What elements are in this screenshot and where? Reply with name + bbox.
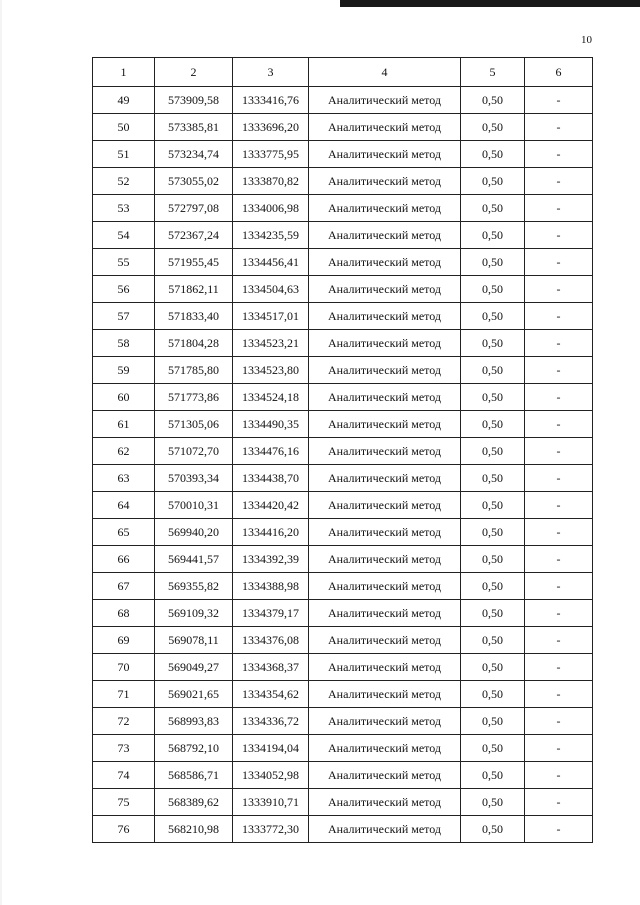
- note-cell: -: [525, 708, 593, 735]
- note-cell: -: [525, 330, 593, 357]
- accuracy-cell: 0,50: [461, 330, 525, 357]
- method-cell: Аналитический метод: [309, 222, 461, 249]
- note-cell: -: [525, 735, 593, 762]
- y-coordinate-cell: 1334354,62: [233, 681, 309, 708]
- point-number-cell: 55: [93, 249, 155, 276]
- y-coordinate-cell: 1334504,63: [233, 276, 309, 303]
- x-coordinate-cell: 572367,24: [155, 222, 233, 249]
- accuracy-cell: 0,50: [461, 627, 525, 654]
- table-row: [93, 600, 593, 627]
- x-coordinate-cell: 573385,81: [155, 114, 233, 141]
- method-cell: Аналитический метод: [309, 87, 461, 114]
- note-cell: -: [525, 519, 593, 546]
- method-cell: Аналитический метод: [309, 546, 461, 573]
- x-coordinate-cell: 569940,20: [155, 519, 233, 546]
- y-coordinate-cell: 1334416,20: [233, 519, 309, 546]
- y-coordinate-cell: 1334438,70: [233, 465, 309, 492]
- note-cell: -: [525, 276, 593, 303]
- point-number-cell: 75: [93, 789, 155, 816]
- note-cell: -: [525, 492, 593, 519]
- note-cell: -: [525, 627, 593, 654]
- column-header: 6: [525, 58, 593, 87]
- column-header: 5: [461, 58, 525, 87]
- y-coordinate-cell: 1334336,72: [233, 708, 309, 735]
- accuracy-cell: 0,50: [461, 816, 525, 843]
- method-cell: Аналитический метод: [309, 276, 461, 303]
- x-coordinate-cell: 571833,40: [155, 303, 233, 330]
- method-cell: Аналитический метод: [309, 573, 461, 600]
- note-cell: -: [525, 573, 593, 600]
- note-cell: -: [525, 411, 593, 438]
- x-coordinate-cell: 569109,32: [155, 600, 233, 627]
- x-coordinate-cell: 573234,74: [155, 141, 233, 168]
- accuracy-cell: 0,50: [461, 303, 525, 330]
- point-number-cell: 69: [93, 627, 155, 654]
- table-row: [93, 384, 593, 411]
- scan-edge: [0, 0, 2, 905]
- point-number-cell: 68: [93, 600, 155, 627]
- x-coordinate-cell: 569049,27: [155, 654, 233, 681]
- header-row: [93, 58, 593, 87]
- x-coordinate-cell: 571862,11: [155, 276, 233, 303]
- point-number-cell: 52: [93, 168, 155, 195]
- x-coordinate-cell: 571072,70: [155, 438, 233, 465]
- method-cell: Аналитический метод: [309, 816, 461, 843]
- accuracy-cell: 0,50: [461, 114, 525, 141]
- x-coordinate-cell: 573055,02: [155, 168, 233, 195]
- y-coordinate-cell: 1334376,08: [233, 627, 309, 654]
- note-cell: -: [525, 303, 593, 330]
- table-row: [93, 357, 593, 384]
- y-coordinate-cell: 1334194,04: [233, 735, 309, 762]
- table-row: [93, 465, 593, 492]
- y-coordinate-cell: 1333910,71: [233, 789, 309, 816]
- accuracy-cell: 0,50: [461, 249, 525, 276]
- point-number-cell: 67: [93, 573, 155, 600]
- method-cell: Аналитический метод: [309, 654, 461, 681]
- point-number-cell: 53: [93, 195, 155, 222]
- method-cell: Аналитический метод: [309, 411, 461, 438]
- accuracy-cell: 0,50: [461, 573, 525, 600]
- accuracy-cell: 0,50: [461, 681, 525, 708]
- table-row: [93, 222, 593, 249]
- accuracy-cell: 0,50: [461, 357, 525, 384]
- x-coordinate-cell: 568389,62: [155, 789, 233, 816]
- y-coordinate-cell: 1333416,76: [233, 87, 309, 114]
- accuracy-cell: 0,50: [461, 411, 525, 438]
- point-number-cell: 66: [93, 546, 155, 573]
- accuracy-cell: 0,50: [461, 87, 525, 114]
- accuracy-cell: 0,50: [461, 519, 525, 546]
- note-cell: -: [525, 357, 593, 384]
- table-row: [93, 87, 593, 114]
- note-cell: -: [525, 87, 593, 114]
- note-cell: -: [525, 600, 593, 627]
- method-cell: Аналитический метод: [309, 519, 461, 546]
- table-row: [93, 762, 593, 789]
- y-coordinate-cell: 1334368,37: [233, 654, 309, 681]
- note-cell: -: [525, 546, 593, 573]
- coordinates-table: [92, 57, 593, 843]
- accuracy-cell: 0,50: [461, 600, 525, 627]
- note-cell: -: [525, 762, 593, 789]
- table-row: [93, 303, 593, 330]
- table-row: [93, 816, 593, 843]
- method-cell: Аналитический метод: [309, 357, 461, 384]
- table-row: [93, 627, 593, 654]
- point-number-cell: 51: [93, 141, 155, 168]
- note-cell: -: [525, 816, 593, 843]
- y-coordinate-cell: 1333696,20: [233, 114, 309, 141]
- point-number-cell: 63: [93, 465, 155, 492]
- accuracy-cell: 0,50: [461, 276, 525, 303]
- accuracy-cell: 0,50: [461, 735, 525, 762]
- point-number-cell: 61: [93, 411, 155, 438]
- method-cell: Аналитический метод: [309, 168, 461, 195]
- table-row: [93, 438, 593, 465]
- method-cell: Аналитический метод: [309, 141, 461, 168]
- y-coordinate-cell: 1334517,01: [233, 303, 309, 330]
- method-cell: Аналитический метод: [309, 438, 461, 465]
- x-coordinate-cell: 573909,58: [155, 87, 233, 114]
- table-row: [93, 114, 593, 141]
- point-number-cell: 49: [93, 87, 155, 114]
- table-row: [93, 195, 593, 222]
- method-cell: Аналитический метод: [309, 600, 461, 627]
- table-row: [93, 519, 593, 546]
- table-row: [93, 735, 593, 762]
- x-coordinate-cell: 571804,28: [155, 330, 233, 357]
- page-number: 10: [581, 34, 592, 46]
- accuracy-cell: 0,50: [461, 654, 525, 681]
- column-header: 3: [233, 58, 309, 87]
- note-cell: -: [525, 141, 593, 168]
- accuracy-cell: 0,50: [461, 708, 525, 735]
- table-row: [93, 411, 593, 438]
- point-number-cell: 73: [93, 735, 155, 762]
- table-row: [93, 141, 593, 168]
- method-cell: Аналитический метод: [309, 492, 461, 519]
- x-coordinate-cell: 569021,65: [155, 681, 233, 708]
- method-cell: Аналитический метод: [309, 330, 461, 357]
- y-coordinate-cell: 1334392,39: [233, 546, 309, 573]
- note-cell: -: [525, 681, 593, 708]
- x-coordinate-cell: 572797,08: [155, 195, 233, 222]
- note-cell: -: [525, 195, 593, 222]
- method-cell: Аналитический метод: [309, 114, 461, 141]
- point-number-cell: 58: [93, 330, 155, 357]
- method-cell: Аналитический метод: [309, 195, 461, 222]
- table-row: [93, 330, 593, 357]
- point-number-cell: 60: [93, 384, 155, 411]
- note-cell: -: [525, 789, 593, 816]
- accuracy-cell: 0,50: [461, 546, 525, 573]
- y-coordinate-cell: 1334456,41: [233, 249, 309, 276]
- point-number-cell: 59: [93, 357, 155, 384]
- column-header: 1: [93, 58, 155, 87]
- point-number-cell: 57: [93, 303, 155, 330]
- note-cell: -: [525, 168, 593, 195]
- note-cell: -: [525, 654, 593, 681]
- accuracy-cell: 0,50: [461, 168, 525, 195]
- method-cell: Аналитический метод: [309, 735, 461, 762]
- point-number-cell: 64: [93, 492, 155, 519]
- x-coordinate-cell: 570393,34: [155, 465, 233, 492]
- note-cell: -: [525, 384, 593, 411]
- point-number-cell: 54: [93, 222, 155, 249]
- y-coordinate-cell: 1334006,98: [233, 195, 309, 222]
- point-number-cell: 65: [93, 519, 155, 546]
- table-row: [93, 249, 593, 276]
- note-cell: -: [525, 222, 593, 249]
- point-number-cell: 71: [93, 681, 155, 708]
- note-cell: -: [525, 249, 593, 276]
- y-coordinate-cell: 1333870,82: [233, 168, 309, 195]
- accuracy-cell: 0,50: [461, 141, 525, 168]
- x-coordinate-cell: 571773,86: [155, 384, 233, 411]
- point-number-cell: 70: [93, 654, 155, 681]
- y-coordinate-cell: 1334523,80: [233, 357, 309, 384]
- x-coordinate-cell: 568210,98: [155, 816, 233, 843]
- table-row: [93, 708, 593, 735]
- y-coordinate-cell: 1334052,98: [233, 762, 309, 789]
- method-cell: Аналитический метод: [309, 303, 461, 330]
- point-number-cell: 62: [93, 438, 155, 465]
- y-coordinate-cell: 1334524,18: [233, 384, 309, 411]
- x-coordinate-cell: 568792,10: [155, 735, 233, 762]
- scan-artifact-bar: [340, 0, 640, 7]
- y-coordinate-cell: 1334490,35: [233, 411, 309, 438]
- method-cell: Аналитический метод: [309, 249, 461, 276]
- accuracy-cell: 0,50: [461, 789, 525, 816]
- point-number-cell: 74: [93, 762, 155, 789]
- y-coordinate-cell: 1334476,16: [233, 438, 309, 465]
- y-coordinate-cell: 1333772,30: [233, 816, 309, 843]
- point-number-cell: 72: [93, 708, 155, 735]
- note-cell: -: [525, 114, 593, 141]
- x-coordinate-cell: 568586,71: [155, 762, 233, 789]
- table-row: [93, 573, 593, 600]
- method-cell: Аналитический метод: [309, 627, 461, 654]
- accuracy-cell: 0,50: [461, 438, 525, 465]
- table-header: [93, 58, 593, 87]
- y-coordinate-cell: 1334379,17: [233, 600, 309, 627]
- table-row: [93, 681, 593, 708]
- x-coordinate-cell: 571785,80: [155, 357, 233, 384]
- table-row: [93, 492, 593, 519]
- table-body: [93, 87, 593, 843]
- note-cell: -: [525, 465, 593, 492]
- accuracy-cell: 0,50: [461, 195, 525, 222]
- method-cell: Аналитический метод: [309, 681, 461, 708]
- point-number-cell: 50: [93, 114, 155, 141]
- method-cell: Аналитический метод: [309, 708, 461, 735]
- method-cell: Аналитический метод: [309, 762, 461, 789]
- table-row: [93, 168, 593, 195]
- y-coordinate-cell: 1334235,59: [233, 222, 309, 249]
- table-row: [93, 654, 593, 681]
- y-coordinate-cell: 1334420,42: [233, 492, 309, 519]
- x-coordinate-cell: 569078,11: [155, 627, 233, 654]
- accuracy-cell: 0,50: [461, 492, 525, 519]
- x-coordinate-cell: 569355,82: [155, 573, 233, 600]
- y-coordinate-cell: 1333775,95: [233, 141, 309, 168]
- x-coordinate-cell: 571305,06: [155, 411, 233, 438]
- method-cell: Аналитический метод: [309, 789, 461, 816]
- table-row: [93, 789, 593, 816]
- x-coordinate-cell: 568993,83: [155, 708, 233, 735]
- accuracy-cell: 0,50: [461, 465, 525, 492]
- y-coordinate-cell: 1334388,98: [233, 573, 309, 600]
- accuracy-cell: 0,50: [461, 384, 525, 411]
- column-header: 2: [155, 58, 233, 87]
- method-cell: Аналитический метод: [309, 384, 461, 411]
- x-coordinate-cell: 570010,31: [155, 492, 233, 519]
- y-coordinate-cell: 1334523,21: [233, 330, 309, 357]
- accuracy-cell: 0,50: [461, 222, 525, 249]
- point-number-cell: 56: [93, 276, 155, 303]
- column-header: 4: [309, 58, 461, 87]
- note-cell: -: [525, 438, 593, 465]
- point-number-cell: 76: [93, 816, 155, 843]
- x-coordinate-cell: 571955,45: [155, 249, 233, 276]
- table-row: [93, 276, 593, 303]
- table-row: [93, 546, 593, 573]
- accuracy-cell: 0,50: [461, 762, 525, 789]
- method-cell: Аналитический метод: [309, 465, 461, 492]
- x-coordinate-cell: 569441,57: [155, 546, 233, 573]
